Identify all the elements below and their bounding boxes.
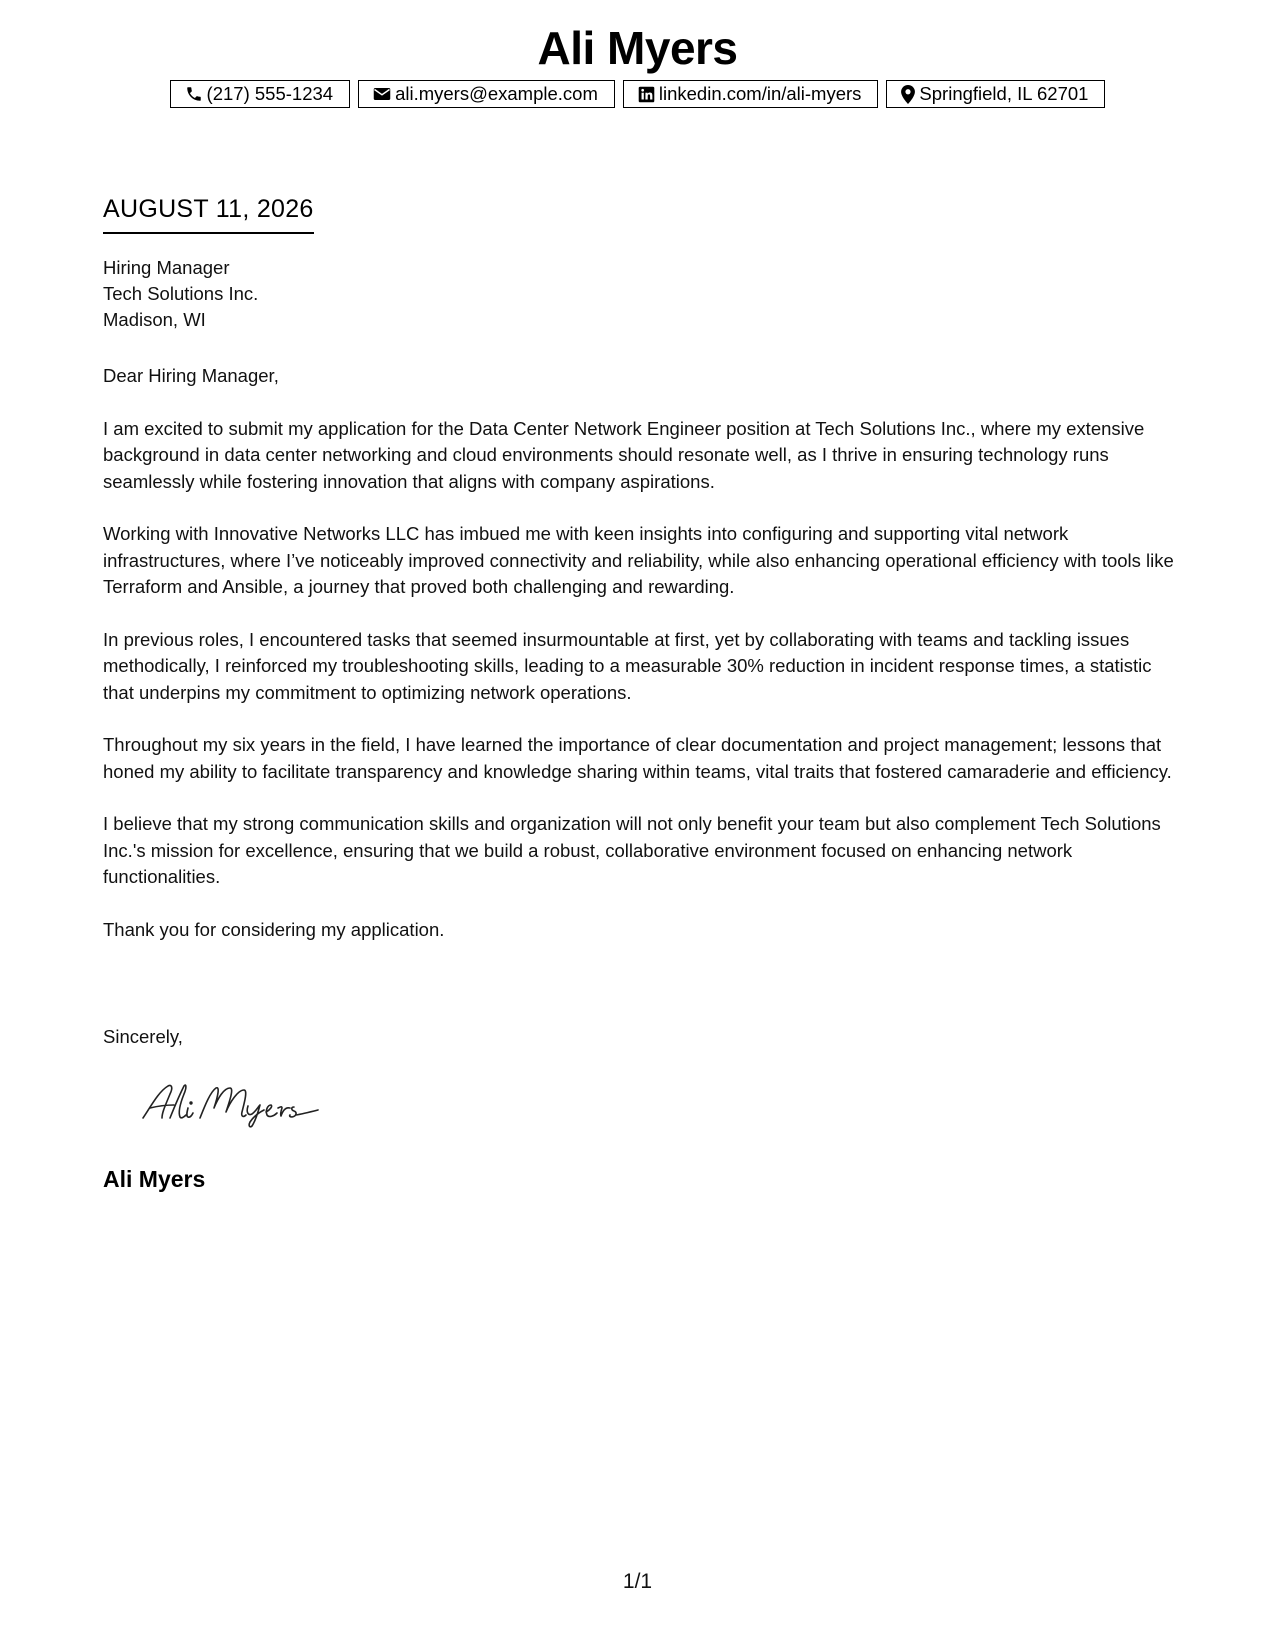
recipient-block xyxy=(103,255,258,333)
letter-date: AUGUST 11, 2026 xyxy=(103,194,314,234)
linkedin-url: linkedin.com/in/ali-myers xyxy=(658,83,862,104)
contact-linkedin xyxy=(623,80,879,108)
body-paragraph: I believe that my strong communication skills and organization will not only benefit your team but also complement Tech Solutions Inc.'s mission for excellence, ensuring that we build a robust, collaborative environment focused on enhancing network functionalities. xyxy=(103,813,1161,887)
contact-bar xyxy=(0,80,1275,108)
thank-you-line: Thank you for considering my application. xyxy=(103,918,445,940)
signer-name: Ali Myers xyxy=(103,1166,206,1192)
location-text: Springfield, IL 62701 xyxy=(919,83,1089,104)
body-paragraph: In previous roles, I encountered tasks that seemed insurmountable at first, yet by collaborating with teams and tackling issues methodically, I reinforced my troubleshooting skills, leading to a measurable 30% reduction in incident response times, a statistic that underpins my commitment to optimizing network operations. xyxy=(103,628,1152,703)
phone-icon xyxy=(185,85,203,103)
body-paragraph: Working with Innovative Networks LLC has imbued me with keen insights into configuring and supporting vital network infrastructures, where I’ve noticeably improved connectivity and reliability, while also enhancing operational efficiency with tools like Terraform and Ansible, a journey that proved both challenging and rewarding. xyxy=(103,523,1174,597)
recipient-location: Madison, WI xyxy=(103,309,206,330)
envelope-icon xyxy=(373,86,391,102)
recipient-company: Tech Solutions Inc. xyxy=(103,283,259,304)
letter-date-block xyxy=(103,194,314,234)
map-pin-icon xyxy=(901,85,915,104)
linkedin-icon xyxy=(638,86,655,103)
phone-number: (217) 555-1234 xyxy=(206,83,334,104)
body-paragraph: Throughout my six years in the field, I have learned the importance of clear documentation and project management; lessons that honed my ability to facilitate transparency and knowledge sharing within teams, vital traits that fostered camaraderie and efficiency. xyxy=(103,734,1172,782)
email-address: ali.myers@example.com xyxy=(395,83,598,104)
applicant-name-header: Ali Myers xyxy=(537,22,738,74)
contact-email xyxy=(358,80,615,108)
page-number: 1/1 xyxy=(622,1570,653,1593)
handwritten-signature xyxy=(140,1078,325,1128)
salutation: Dear Hiring Manager, xyxy=(103,365,279,386)
closing-line: Sincerely, xyxy=(103,1026,183,1047)
recipient-title: Hiring Manager xyxy=(103,257,230,278)
contact-location xyxy=(886,80,1105,108)
letter-body xyxy=(103,363,1178,969)
contact-phone xyxy=(170,80,351,108)
body-paragraph: I am excited to submit my application for the Data Center Network Engineer position at Tech Solutions Inc., where my extensive background in data center networking and cloud environments should resonate well, as I thrive in ensuring technology runs seamlessly while fostering innovation that aligns with company aspirations. xyxy=(103,417,1145,492)
